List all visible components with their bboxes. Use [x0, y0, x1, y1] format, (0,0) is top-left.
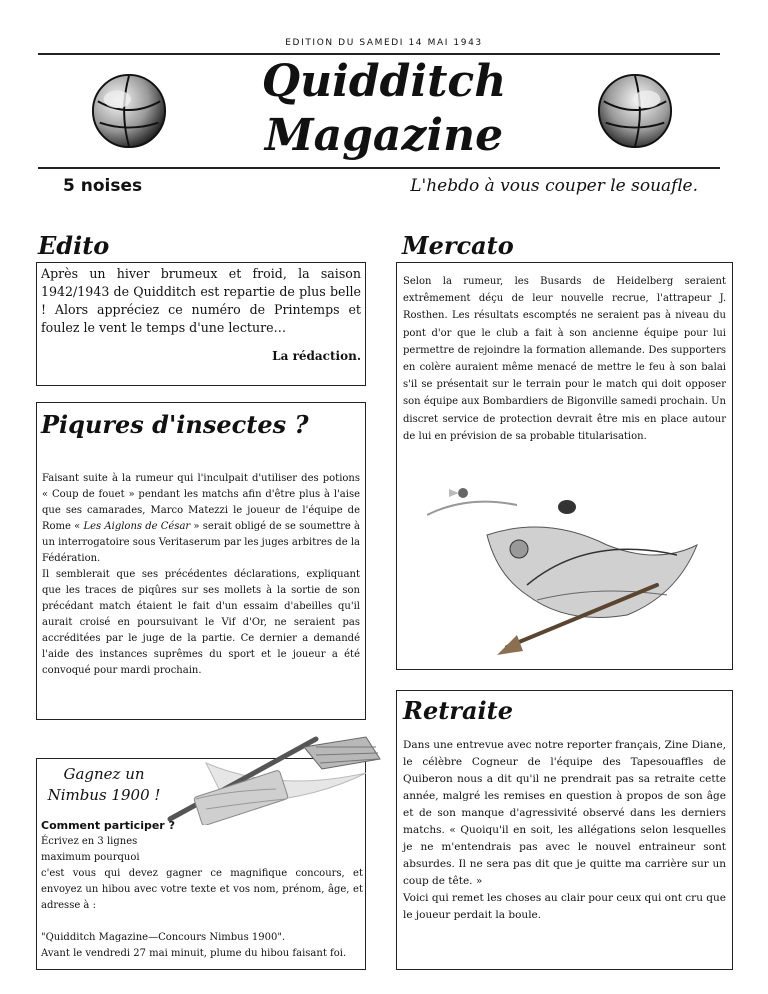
mercato-heading: Mercato — [402, 231, 514, 260]
piqures-box — [36, 402, 366, 720]
contest-deadline: Avant le vendredi 27 mai minuit, plume du hibou faisant foi. — [41, 948, 347, 959]
contest-title — [42, 764, 166, 806]
seeker-on-broom-illustration-icon — [427, 475, 707, 655]
contest-line1: Écrivez en 3 lignes — [41, 836, 138, 847]
mercato-text: Selon la rumeur, les Busards de Heidelberg seraient extrêmement déçu de leur nouvelle recrue, l'attrapeur J. Rosthen. Les résultats escomptés ne seraient pas à niveau du pont d'or que le club a fait à son ancienne équipe pour lui permettre de rejoindre la formation allemande. Des supporters en colère auraient même menacé de mettre le feu à son balai s'il se présentait sur le terrain pour le match qui doit opposer son équipe aux Bombardiers de Bigonville samedi prochain. Un discret service de protection devrait être mis en place autour de lui en prévision de sa probable titularisation. — [403, 276, 726, 442]
contest-line2: maximum pourquoi — [41, 852, 140, 863]
header-top-rule — [38, 53, 720, 55]
edito-heading: Edito — [38, 231, 110, 260]
contest-how-label: Comment participer ? — [41, 819, 175, 832]
retraite-box — [396, 690, 733, 970]
edito-text: Après un hiver brumeux et froid, la saison 1942/1943 de Quidditch est repartie de plus belle ! Alors appréciez ce numéro de Printemps et foulez le vent le temps d'une lecture… — [41, 266, 361, 335]
contest-title-line2: Nimbus 1900 ! — [47, 786, 161, 804]
piqures-heading: Piqures d'insectes ? — [41, 410, 309, 439]
masthead-title-line1: Quidditch — [261, 56, 507, 107]
retraite-text — [403, 737, 726, 924]
piqures-p1-before: Faisant suite à la rumeur qui l'inculpait d'utiliser des potions « Coup de fouet » pendant les matchs afin d'être plus à l'aise que ses camarades, Marco Matezzi le joueur de l'équipe de Rome « — [42, 473, 360, 532]
masthead-title-line2: Magazine — [264, 110, 504, 161]
price: 5 noises — [63, 176, 143, 196]
retraite-p1: Dans une entrevue avec notre reporter français, Zine Diane, le célèbre Cogneur de l'équipe des Tapesouaffles de Quiberon nous a dit qu'il ne prendrait pas sa retraite cette année, malgré les remises en question à propos de son âge et de son manque d'agressivité observé dans les derniers matchs. « Quoiqu'il en soit, les allégations selon lesquelles je ne m'entendrais pas avec le nouvel entraineur sont absurdes. Il ne sera pas dit que je quitte ma carrière sur un coup de tête. » — [403, 739, 726, 887]
contest-address: "Quidditch Magazine—Concours Nimbus 1900". — [41, 932, 286, 943]
contest-body — [41, 818, 363, 962]
edito-signature: La rédaction. — [272, 349, 361, 363]
retraite-p2: Voici qui remet les choses au clair pour ceux qui ont cru que le joueur perdait la boule. — [403, 892, 726, 921]
edito-box — [36, 262, 366, 386]
mercato-box — [396, 262, 733, 670]
contest-title-line1: Gagnez un — [63, 765, 145, 783]
piqures-p2: Il semblerait que ses précédentes déclarations, expliquant que les traces de piqûres sur ses mollets à la sortie de son précédant match étaient le fait d'un essaim d'abeilles qu'il aurait croisé en poursuivant le Vif d'Or, ne seraient pas accréditées par le juge de la partie. Ce dernier a demandé l'aide des instances suprêmes du sport et le joueur a été convoqué pour mardi prochain. — [42, 569, 360, 676]
broomstick-illustration-icon — [166, 733, 388, 825]
contest-line3: c'est vous qui devez gagner ce magnifique concours, et envoyez un hibou avec votre texte et vos nom, prénom, âge, et adresse à : — [41, 868, 363, 911]
piqures-team-name: Les Aiglons de César — [83, 521, 191, 532]
piqures-text — [42, 471, 360, 679]
retraite-heading: Retraite — [403, 696, 513, 725]
edition-date: EDITION DU SAMEDI 14 MAI 1943 — [285, 38, 483, 48]
header-bottom-rule — [38, 167, 720, 169]
slogan: L'hebdo à vous couper le souafle. — [410, 176, 698, 196]
piqures-p1-after: » serait obligé de se soumettre à un interrogatoire sous Veritaserum par les juges arbitres de la Fédération. — [42, 521, 360, 564]
